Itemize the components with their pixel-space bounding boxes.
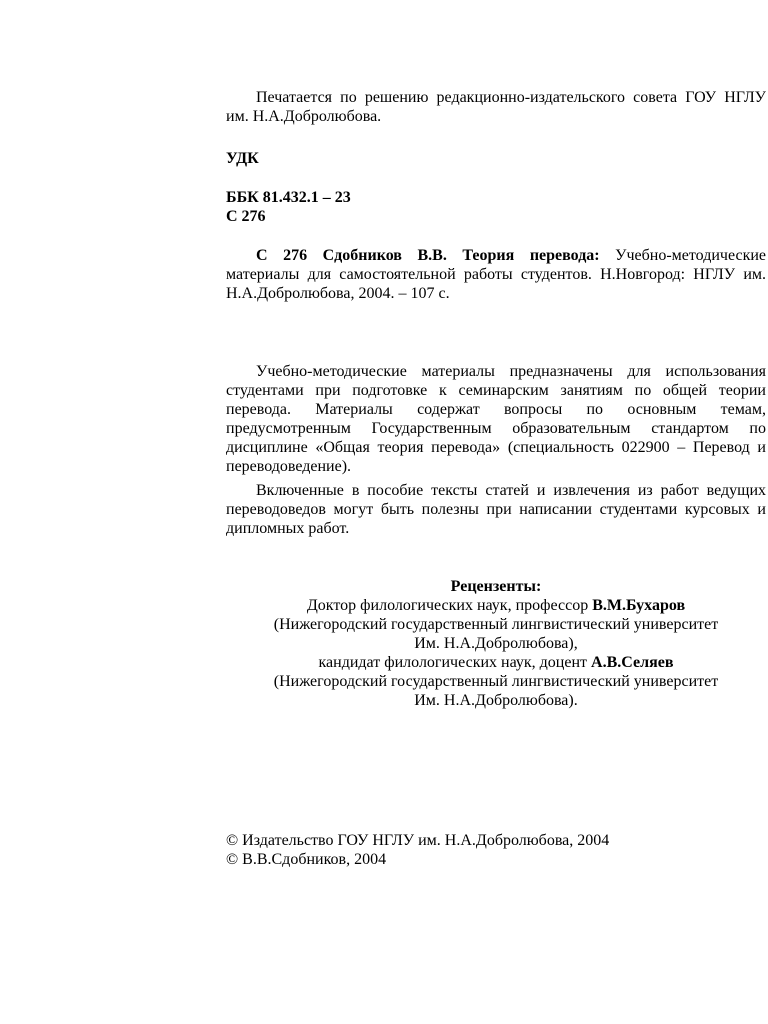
copyright-publisher: © Издательство ГОУ НГЛУ им. Н.А.Добролюбова, 2004: [226, 832, 610, 849]
reviewer-2: [206, 653, 768, 672]
reviewers-heading: Рецензенты:: [450, 578, 542, 595]
reviewer-1-org-line-2: Им. Н.А.Добролюбова),: [414, 635, 578, 652]
bbk-code: ББК 81.432.1 – 23: [226, 189, 351, 206]
citation-details: Учебно-методические материалы для самостоятельной работы студентов. Н.Новгород: НГЛУ им. Н.А.Добролюбова, 2004. – 107 с.: [226, 247, 767, 302]
publication-note: Печатается по решению редакционно-издательского совета ГОУ НГЛУ им. Н.А.Добролюбова.: [226, 89, 766, 125]
reviewer-2-name: А.В.Селяев: [591, 654, 674, 671]
copyright-author: © В.В.Сдобников, 2004: [226, 851, 387, 868]
reviewer-1-org-line-1: (Нижегородский государственный лингвистический университет: [273, 616, 719, 633]
reviewers-section: [206, 577, 768, 710]
reviewer-2-title: кандидат филологических наук, доцент: [318, 654, 592, 671]
abstract-paragraph-1: Учебно-методические материалы предназначены для использования студентами при подготовке к семинарским занятиям по общей теории перевода. Материалы содержат вопросы по основным темам, предусмотренным Государственным образовательным стандартом по дисциплине «Общая теория перевода» (специальность 022900 – Перевод и переводоведение).: [226, 363, 766, 475]
library-code: С 276: [226, 208, 266, 225]
udk-label: УДК: [226, 150, 259, 167]
reviewer-2-org-line-2: Им. Н.А.Добролюбова).: [414, 692, 578, 709]
copyright-section: [226, 831, 766, 869]
reviewer-2-org-line-1: (Нижегородский государственный лингвистический университет: [273, 673, 719, 690]
reviewer-1: [206, 596, 768, 615]
bibliographic-citation: [226, 246, 766, 303]
reviewer-1-name: В.М.Бухаров: [592, 597, 686, 614]
abstract-paragraph-2: Включенные в пособие тексты статей и извлечения из работ ведущих переводоведов могут быть полезны при написании студентами курсовых и дипломных работ.: [226, 482, 766, 537]
citation-author-title: С 276 Сдобников В.В. Теория перевода:: [256, 247, 600, 264]
reviewer-1-title: Доктор филологических наук, профессор: [306, 597, 593, 614]
